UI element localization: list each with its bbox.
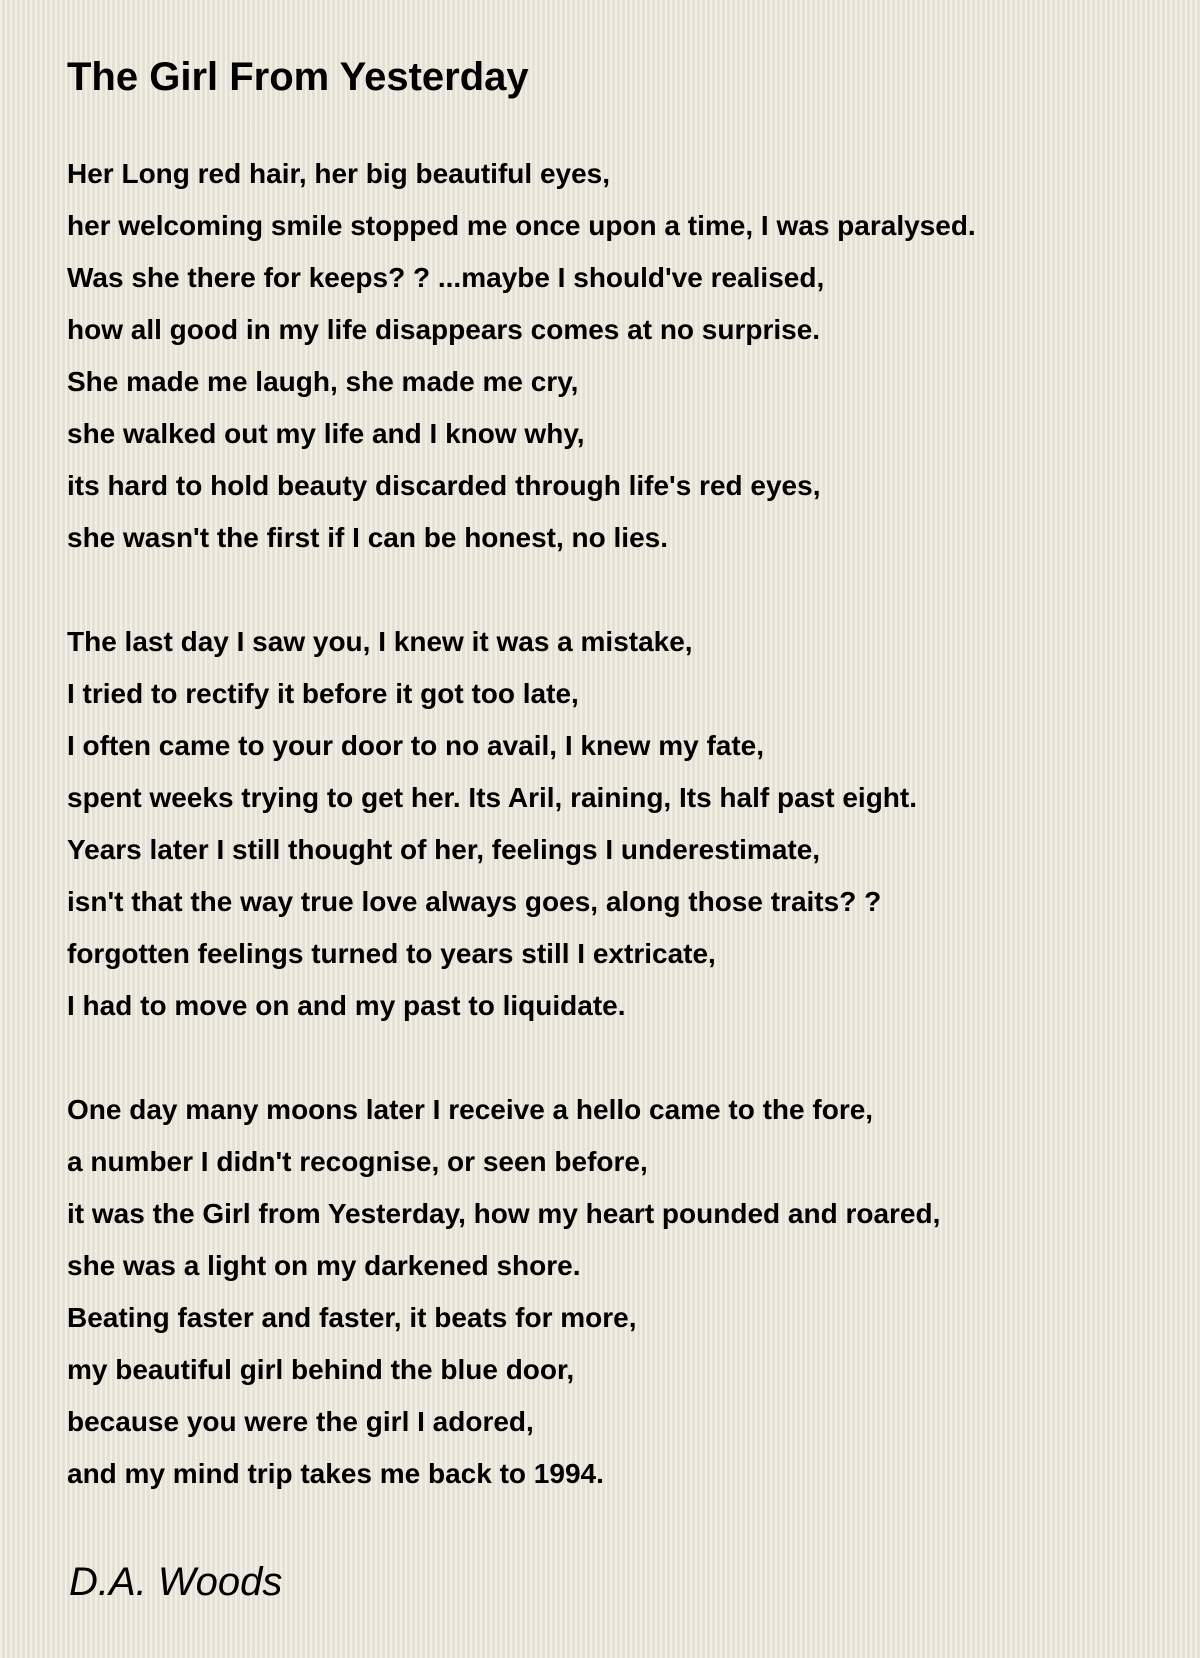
stanza (67, 616, 1177, 1032)
poem-line: and my mind trip takes me back to 1994. (67, 1458, 604, 1489)
poem-line: Her Long red hair, her big beautiful eyes, (67, 158, 611, 189)
poem-line: The last day I saw you, I knew it was a mistake, (67, 626, 693, 657)
poem-line: its hard to hold beauty discarded through life's red eyes, (67, 470, 821, 501)
poem-line: she was a light on my darkened shore. (67, 1250, 581, 1281)
poem-line: how all good in my life disappears comes at no surprise. (67, 314, 821, 345)
poem-line: she walked out my life and I know why, (67, 418, 585, 449)
poem-line: One day many moons later I receive a hello came to the fore, (67, 1094, 874, 1125)
poem-line: my beautiful girl behind the blue door, (67, 1354, 575, 1385)
poem-title: The Girl From Yesterday (67, 55, 529, 99)
poem-author: D.A. Woods (69, 1560, 283, 1604)
poem-line: it was the Girl from Yesterday, how my heart pounded and roared, (67, 1198, 941, 1229)
stanza (67, 148, 1177, 564)
poem-line: she wasn't the first if I can be honest, no lies. (67, 522, 669, 553)
poem-body (67, 148, 1177, 1552)
poem-line: I tried to rectify it before it got too late, (67, 678, 579, 709)
poem-line: spent weeks trying to get her. Its Aril, raining, Its half past eight. (67, 782, 918, 813)
poem-line: isn't that the way true love always goes, along those traits? ? (67, 886, 882, 917)
poem-line: her welcoming smile stopped me once upon a time, I was paralysed. (67, 210, 976, 241)
poem-line: Was she there for keeps? ? ...maybe I should've realised, (67, 262, 825, 293)
poem-line: because you were the girl I adored, (67, 1406, 534, 1437)
poem-line: Years later I still thought of her, feelings I underestimate, (67, 834, 821, 865)
poem-line: I often came to your door to no avail, I knew my fate, (67, 730, 765, 761)
stanza (67, 1084, 1177, 1500)
poem-line: forgotten feelings turned to years still I extricate, (67, 938, 716, 969)
poem-line: a number I didn't recognise, or seen before, (67, 1146, 648, 1177)
poem-line: She made me laugh, she made me cry, (67, 366, 579, 397)
poem-line: Beating faster and faster, it beats for more, (67, 1302, 637, 1333)
poem-line: I had to move on and my past to liquidate. (67, 990, 626, 1021)
